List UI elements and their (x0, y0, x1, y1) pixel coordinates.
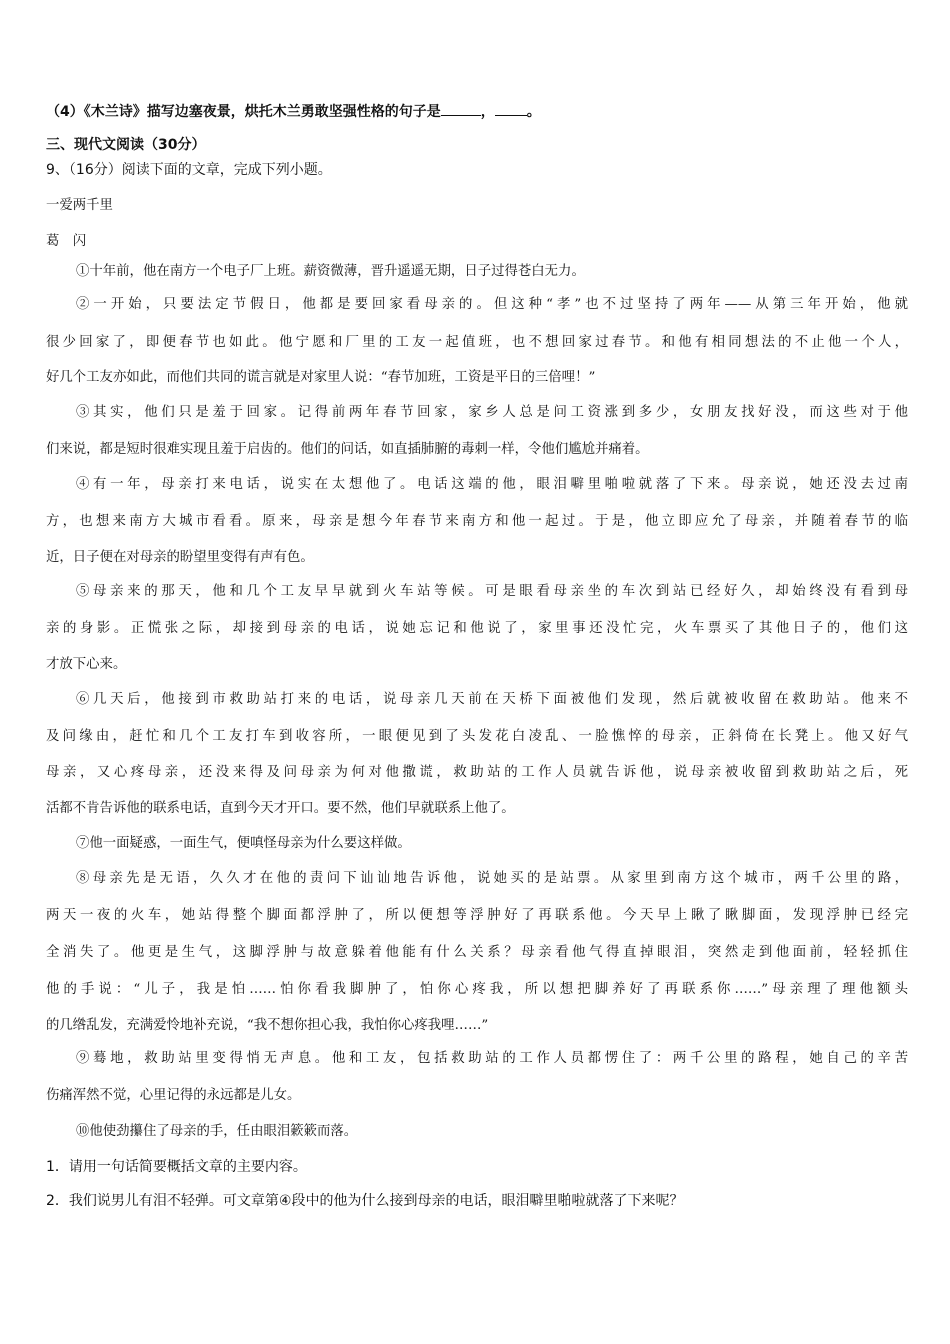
paragraph-line: 母亲，又心疼母亲，还没来得及问母亲为何对他撒谎，救助站的工作人员就告诉他，说母亲被收留到救助站之后，死 (46, 765, 908, 780)
paragraph-line: 很少回家了，即便春节也如此。他宁愿和厂里的工友一起值班，也不想回家过春节。和他有相同想法的不止他一个人， (46, 335, 908, 350)
question-2: 2．我们说男儿有泪不轻弹。可文章第④段中的他为什么接到母亲的电话，眼泪噼里啪啦就落了下来呢？ (46, 1193, 684, 1209)
question-4-text: （4）《木兰诗》描写边塞夜景，烘托木兰勇敢坚强性格的句子是 (46, 104, 441, 120)
question-4 (46, 102, 908, 122)
question-9-intro: 9、（16分）阅读下面的文章，完成下列小题。 (46, 162, 332, 178)
paragraph-line: 全消失了。他更是生气，这脚浮肿与故意躲着他能有什么关系？母亲看他气得直掉眼泪，突然走到他面前，轻轻抓住 (46, 945, 908, 960)
paragraph-line: 伤痛浑然不觉，心里记得的永远都是儿女。 (46, 1088, 301, 1103)
paragraph-line: ⑨蓦地，救助站里变得悄无声息。他和工友，包括救助站的工作人员都愣住了：两千公里的路程，她自己的辛苦 (76, 1051, 908, 1066)
paragraph-line: 近，日子便在对母亲的盼望里变得有声有色。 (46, 550, 314, 565)
paragraph-line: 方，也想来南方大城市看看。原来，母亲是想今年春节来南方和他一起过。于是，他立即应允了母亲，并随着春节的临 (46, 514, 908, 529)
paragraph-line: ⑥几天后，他接到市救助站打来的电话，说母亲几天前在天桥下面被他们发现，然后就被收留在救助站。他来不 (76, 692, 908, 707)
paragraph-line: 的几绺乱发，充满爱怜地补充说，“我不想你担心我，我怕你心疼我哩……” (46, 1018, 489, 1033)
paragraph-line: 亲的身影。正慌张之际，却接到母亲的电话，说她忘记和他说了，家里事还没忙完，火车票买了其他日子的，他们这 (46, 621, 908, 636)
answer-blank-2 (495, 115, 527, 116)
paragraph-line: ④有一年，母亲打来电话，说实在太想他了。电话这端的他，眼泪噼里啪啦就落了下来。母亲说，她还没去过南 (76, 477, 908, 492)
paragraph-line: ⑦他一面疑惑，一面生气，便嗔怪母亲为什么要这样做。 (76, 836, 411, 851)
paragraph-line: 才放下心来。 (46, 657, 127, 672)
paragraph-line: ⑩他使劲攥住了母亲的手，任由眼泪簌簌而落。 (76, 1124, 358, 1139)
question-1: 1．请用一句话简要概括文章的主要内容。 (46, 1159, 307, 1175)
paragraph-line: 活都不肯告诉他的联系电话，直到今天才开口。要不然，他们早就联系上他了。 (46, 801, 515, 816)
paragraph-line: ②一开始，只要法定节假日，他都是要回家看母亲的。但这种“孝”也不过坚持了两年——从第三年开始，他就 (76, 297, 908, 312)
article-author: 葛 闪 (46, 234, 87, 249)
paragraph-line: 他的手说：“儿子，我是怕……怕你看我脚肿了，怕你心疼我，所以想把脚养好了再联系你……”母亲理了理他额头 (46, 982, 908, 997)
paragraph-line: ⑧母亲先是无语，久久才在他的责问下讪讪地告诉他，说她买的是站票。从家里到南方这个城市，两千公里的路， (76, 871, 908, 886)
paragraph-line: ⑤母亲来的那天，他和几个工友早早就到火车站等候。可是眼看母亲坐的车次到站已经好久，却始终没有看到母 (76, 584, 908, 599)
paragraph-line: ①十年前，他在南方一个电子厂上班。薪资微薄，晋升遥遥无期，日子过得苍白无力。 (76, 264, 585, 279)
question-4-end: 。 (526, 104, 541, 120)
article-title: 一爱两千里 (46, 198, 113, 213)
answer-blank-1 (441, 115, 481, 116)
section-heading: 三、现代文阅读（30分） (46, 137, 206, 153)
paragraph-line: 好几个工友亦如此，而他们共同的谎言就是对家里人说：“春节加班，工资是平日的三倍哩！” (46, 370, 596, 385)
paragraph-line: 两天一夜的火车，她站得整个脚面都浮肿了，所以便想等浮肿好了再联系他。今天早上瞅了瞅脚面，发现浮肿已经完 (46, 908, 908, 923)
paragraph-line: 及问缘由，赶忙和几个工友打车到收容所，一眼便见到了头发花白凌乱、一脸憔悴的母亲，正斜倚在长凳上。他又好气 (46, 729, 908, 744)
paragraph-line: 们来说，都是短时很难实现且羞于启齿的。他们的问话，如直插肺腑的毒刺一样，令他们尴尬并痛着。 (46, 442, 649, 457)
paragraph-line: ③其实，他们只是羞于回家。记得前两年春节回家，家乡人总是问工资涨到多少，女朋友找好没，而这些对于他 (76, 405, 908, 420)
question-4-separator: ， (480, 104, 495, 120)
